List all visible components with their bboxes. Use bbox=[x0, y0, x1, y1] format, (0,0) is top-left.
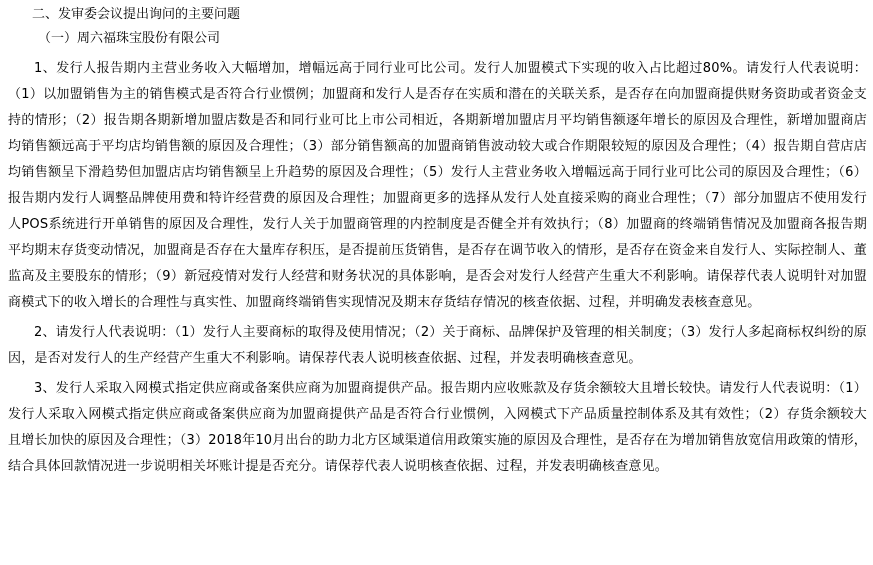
section-heading: 二、发审委会议提出询问的主要问题 bbox=[32, 7, 241, 22]
company-heading: （一）周六福珠宝股份有限公司 bbox=[38, 31, 221, 46]
question-paragraph-3: 3、发行人采取入网模式指定供应商或备案供应商为加盟商提供产品。报告期内应收账款及存货余额较大且增长较快。请发行人代表说明：（1）发行人采取入网模式指定供应商或备案供应商为加盟商提供产品是否符合行业惯例，入网模式下产品质量控制体系及其有效性；（2）存货余额较大且增长加快的原因及合理性；（3）2018年10月出台的助力北方区域渠道信用政策实施的原因及合理性，是否存在为增加销售放宽信用政策的情形，结合具体回款情况进一步说明相关坏账计提是否充分。请保荐代表人说明核查依据、过程，并发表明确核查意见。 bbox=[8, 381, 867, 474]
question-paragraph-2: 2、请发行人代表说明：（1）发行人主要商标的取得及使用情况；（2）关于商标、品牌保护及管理的相关制度；（3）发行人多起商标权纠纷的原因，是否对发行人的生产经营产生重大不利影响。请保荐代表人说明核查依据、过程，并发表明确核查意见。 bbox=[8, 325, 867, 366]
question-paragraph-1: 1、发行人报告期内主营业务收入大幅增加，增幅远高于同行业可比公司。发行人加盟模式下实现的收入占比超过80%。请发行人代表说明：（1）以加盟销售为主的销售模式是否符合行业惯例；加盟商和发行人是否存在实质和潜在的关联关系，是否存在向加盟商提供财务资助或者资金支持的情形；（2）报告期各期新增加盟店数是否和同行业可比上市公司相近，各期新增加盟店月平均销售额逐年增长的原因及合理性，新增加盟商店均销售额远高于平均店均销售额的原因及合理性；（3）部分销售额高的加盟商销售波动较大或合作期限较短的原因及合理性；（4）报告期自营店店均销售额呈下滑趋势但加盟店店均销售额呈上升趋势的原因及合理性；（5）发行人主营业务收入增幅远高于同行业可比公司的原因及合理性；（6）报告期内发行人调整品牌使用费和特许经营费的原因及合理性；加盟商更多的选择从发行人处直接采购的商业合理性；（7）部分加盟店不使用发行人POS系统进行开单销售的原因及合理性，发行人关于加盟商管理的内控制度是否健全并有效执行；（8）加盟商的终端销售情况及加盟商各报告期平均期末存货变动情况，加盟商是否存在大量库存积压，是否提前压货销售，是否存在调节收入的情形，是否存在资金来自发行人、实际控制人、董监高及主要股东的情形；（9）新冠疫情对发行人经营和财务状况的具体影响，是否会对发行人经营产生重大不利影响。请保荐代表人说明针对加盟商模式下的收入增长的合理性与真实性、加盟商终端销售实现情况及期末存货结存情况的核查依据、过程，并明确发表核查意见。 bbox=[8, 61, 867, 310]
